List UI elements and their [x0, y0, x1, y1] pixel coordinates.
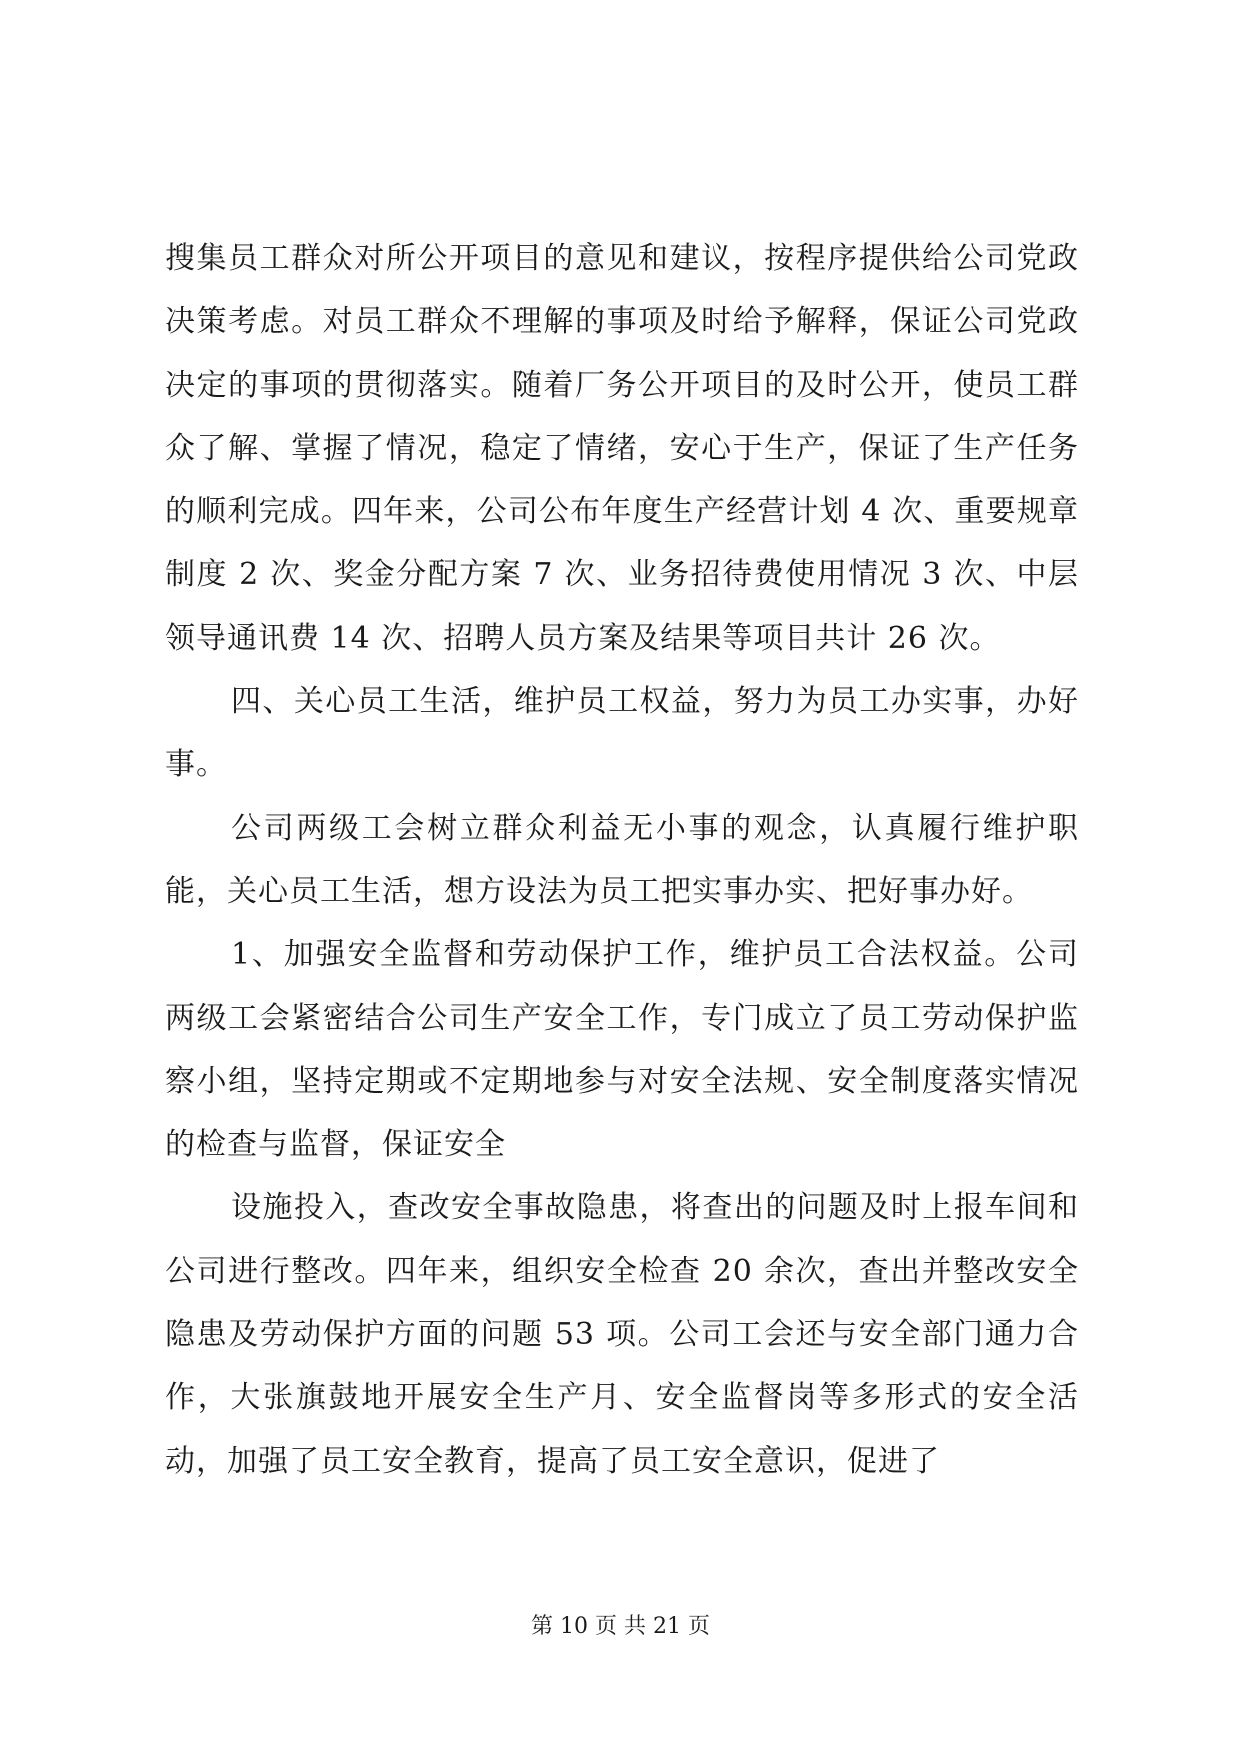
paragraph: 1、加强安全监督和劳动保护工作，维护员工合法权益。公司两级工会紧密结合公司生产安全工作，专门成立了员工劳动保护监察小组，坚持定期或不定期地参与对安全法规、安全制度落实情况的检查与监督，保证安全 [165, 937, 1079, 1163]
section-heading-paragraph: 四、关心员工生活，维护员工权益，努力为员工办实事，办好事。 [165, 684, 1079, 783]
page-number-label: 第 10 页 共 21 页 [531, 1614, 710, 1639]
paragraph: 设施投入，查改安全事故隐患，将查出的问题及时上报车间和公司进行整改。四年来，组织安全检查 20 余次，查出并整改安全隐患及劳动保护方面的问题 53 项。公司工会还与安全部门通力合作，大张旗鼓地开展安全生产月、安全监督岗等多形式的安全活动，加强了员工安全教育，提高了员工安全意识，促进了 [165, 1190, 1079, 1479]
paragraph: 搜集员工群众对所公开项目的意见和建议，按程序提供给公司党政决策考虑。对员工群众不理解的事项及时给予解释，保证公司党政决定的事项的贯彻落实。随着厂务公开项目的及时公开，使员工群众了解、掌握了情况，稳定了情绪，安心于生产，保证了生产任务的顺利完成。四年来，公司公布年度生产经营计划 4 次、重要规章制度 2 次、奖金分配方案 7 次、业务招待费使用情况 3 次、中层领导通讯费 14 次、招聘人员方案及结果等项目共计 26 次。 [165, 241, 1079, 656]
paragraph: 公司两级工会树立群众利益无小事的观念，认真履行维护职能，关心员工生活，想方设法为员工把实事办实、把好事办好。 [165, 810, 1079, 909]
page-footer [0, 1612, 1241, 1642]
document-body [165, 227, 1079, 1493]
